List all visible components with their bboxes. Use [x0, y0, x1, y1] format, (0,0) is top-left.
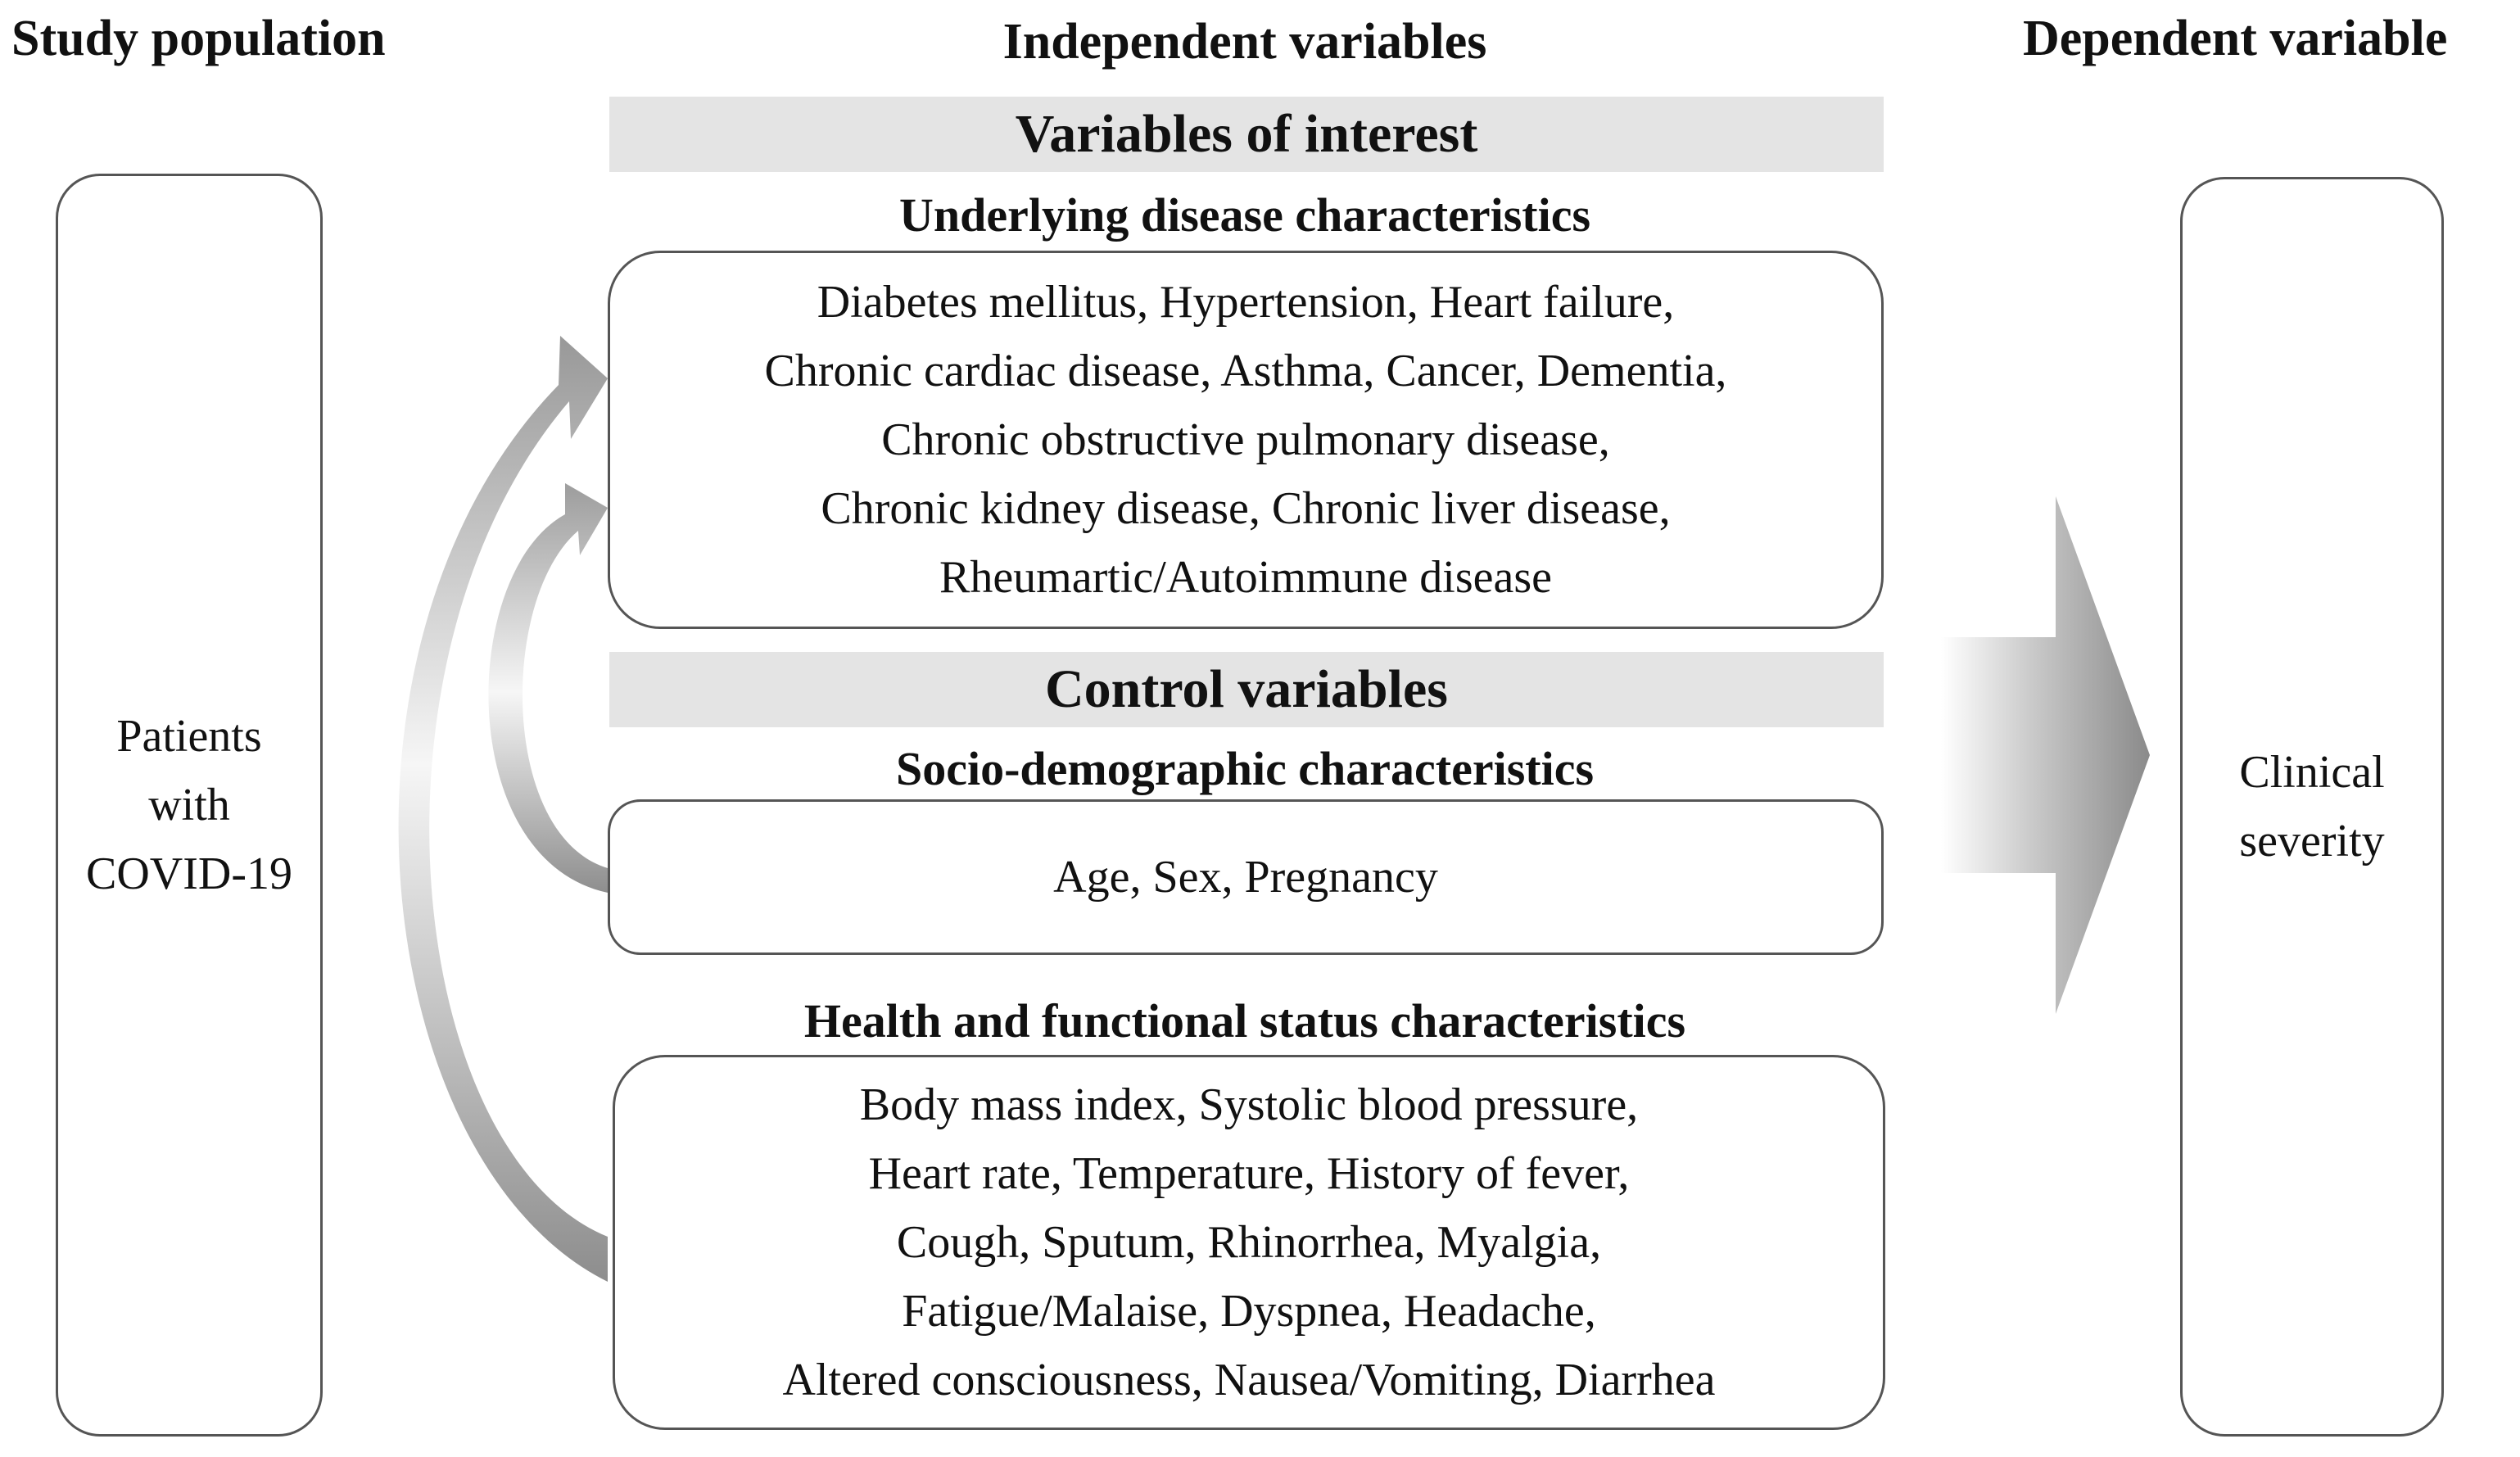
socio-demographic-title: Socio-demographic characteristics [895, 742, 1595, 795]
study-population-box [56, 174, 323, 1437]
dependent-variable-line: Clinical [2239, 747, 2385, 798]
health-status-line: Body mass index, Systolic blood pressure, [859, 1079, 1639, 1130]
variables-of-interest-band: Variables of interest [609, 97, 1884, 172]
study-population-line: with [148, 780, 230, 830]
underlying-disease-line: Chronic kidney disease, Chronic liver disease, [821, 483, 1671, 534]
header-dependent-variable: Dependent variable [2023, 11, 2448, 66]
health-status-title: Health and functional status characteristics [803, 994, 1686, 1048]
header-study-population: Study population [11, 11, 386, 66]
health-status-line: Altered consciousness, Nausea/Vomiting, Diarrhea [782, 1355, 1716, 1405]
inner-curved-arrow [488, 483, 608, 893]
study-population-line: COVID-19 [86, 848, 292, 899]
outer-curved-arrow [399, 336, 608, 1282]
health-status-box [613, 1055, 1885, 1430]
big-arrow-to-dependent [1941, 496, 2150, 1014]
socio-demographic-line: Age, Sex, Pregnancy [1053, 852, 1438, 903]
underlying-disease-box [608, 251, 1884, 629]
underlying-disease-line: Diabetes mellitus, Hypertension, Heart failure, [817, 277, 1675, 328]
underlying-disease-title: Underlying disease characteristics [898, 188, 1591, 242]
health-status-line: Heart rate, Temperature, History of fever, [868, 1148, 1630, 1199]
underlying-disease-line: Rheumartic/Autoimmune disease [939, 552, 1553, 603]
health-status-line: Cough, Sputum, Rhinorrhea, Myalgia, [896, 1217, 1602, 1268]
underlying-disease-line: Chronic cardiac disease, Asthma, Cancer, Dementia, [764, 346, 1727, 396]
control-variables-band: Control variables [609, 652, 1884, 727]
underlying-disease-line: Chronic obstructive pulmonary disease, [881, 414, 1610, 465]
study-population-line: Patients [116, 711, 262, 762]
header-independent-variables: Independent variables [1002, 14, 1487, 70]
health-status-line: Fatigue/Malaise, Dyspnea, Headache, [902, 1286, 1596, 1337]
socio-demographic-box [608, 799, 1884, 955]
dependent-variable-line: severity [2239, 816, 2385, 867]
dependent-variable-box [2180, 177, 2444, 1437]
